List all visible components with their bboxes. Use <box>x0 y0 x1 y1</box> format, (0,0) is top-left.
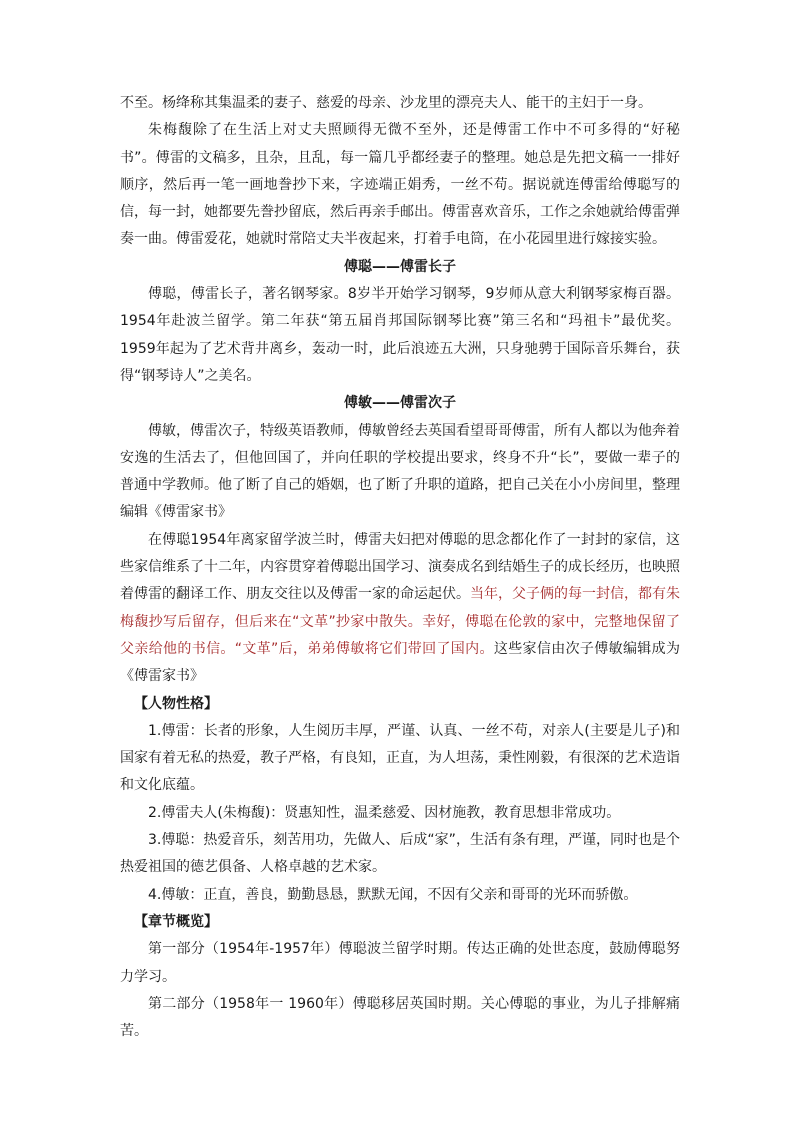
paragraph: 朱梅馥除了在生活上对丈夫照顾得无微不至外，还是傅雷工作中不可多得的“好秘书”。傅雷的文稿多，且杂，且乱，每一篇几乎都经妻子的整理。她总是先把文稿一一排好顺序，然后再一笔一画地誊抄下来，字迹端正娟秀，一丝不苟。据说就连傅雷给傅聪写的信，每一封，她都要先誊抄留底，然后再亲手邮出。傅雷喜欢音乐，工作之余她就给傅雷弹奏一曲。傅雷爱花，她就时常陪丈夫半夜起来，打着手电筒，在小花园里进行嫁接实验。 <box>120 122 680 248</box>
paragraph-text: 在傅聪1954年离家留学波兰时，傅雷夫妇把对傅聪的思念都化作了一封封的家信，这些家信维系了十二年，内容贯穿着傅聪出国学习、演奏成名到结婚生子的成长经历，也映照着傅雷的翻译工作、朋友交往以及傅雷一家的命运起伏。 <box>120 531 680 603</box>
paragraph <box>120 527 680 691</box>
section-heading: 【章节概览】 <box>134 913 218 930</box>
section-heading: 傅聪——傅雷长子 <box>344 258 456 275</box>
section-heading: 【人物性格】 <box>134 695 218 712</box>
paragraph: 不至。杨绛称其集温柔的妻子、慈爱的母亲、沙龙里的漂亮夫人、能干的主妇于一身。 <box>120 95 652 111</box>
list-item: 4.傅敏：正直，善良，勤勤恳恳，默默无闻，不因有父亲和哥哥的光环而骄傲。 <box>148 886 638 903</box>
paragraph: 傅敏，傅雷次子，特级英语教师，傅敏曾经去英国看望哥哥傅雷，所有人都以为他奔着安逸的生活去了，但他回国了，并向任职的学校提出要求，终身不升“长”，要做一辈子的普通中学教师。他了断了自己的婚姻，也了断了升职的道路，把自己关在小小房间里，整理编辑《傅雷家书》 <box>120 422 680 521</box>
list-item: 1.傅雷：长者的形象，人生阅历丰厚，严谨、认真、一丝不苟，对亲人(主要是儿子)和国家有着无私的热爱，教子严格，有良知，正直，为人坦荡，秉性刚毅，有很深的艺术造诣和文化底蕴。 <box>120 722 680 794</box>
paragraph: 傅聪，傅雷长子，著名钢琴家。8岁半开始学习钢琴，9岁师从意大利钢琴家梅百器。1954年赴波兰留学。第二年获“第五届肖邦国际钢琴比赛”第三名和“玛祖卡”最优奖。1959年起为了艺术背井离乡，轰动一时，此后浪迹五大洲，只身驰骋于国际音乐舞台，获得“钢琴诗人”之美名。 <box>120 286 680 384</box>
section-heading: 傅敏——傅雷次子 <box>344 395 456 412</box>
list-item: 第二部分（1958年一 1960年）傅聪移居英国时期。关心傅聪的事业，为儿子排解痛苦。 <box>120 995 680 1040</box>
list-item: 3.傅聪：热爱音乐，刻苦用功，先做人、后成“家”，生活有条有理，严谨，同时也是个热爱祖国的德艺俱备、人格卓越的艺术家。 <box>120 832 680 876</box>
paragraph-text: 这些家信由次子傅敏编辑成为《傅雷家书》 <box>120 640 680 685</box>
list-item: 第一部分（1954年-1957年）傅聪波兰留学时期。传达正确的处世态度，鼓励傅聪努力学习。 <box>120 941 680 985</box>
document-page <box>120 90 680 1045</box>
list-item: 2.傅雷夫人(朱梅馥)：贤惠知性，温柔慈爱、因材施教，教育思想非常成功。 <box>148 804 621 821</box>
highlighted-text: 当年，父子俩的每一封信，都有朱梅馥抄写后留存，但后来在“文革”抄家中散失。幸好，傅聪在伦敦的家中，完整地保留了父亲给他的书信。“文革”后，弟弟傅敏将它们带回了国内。 <box>120 586 680 657</box>
